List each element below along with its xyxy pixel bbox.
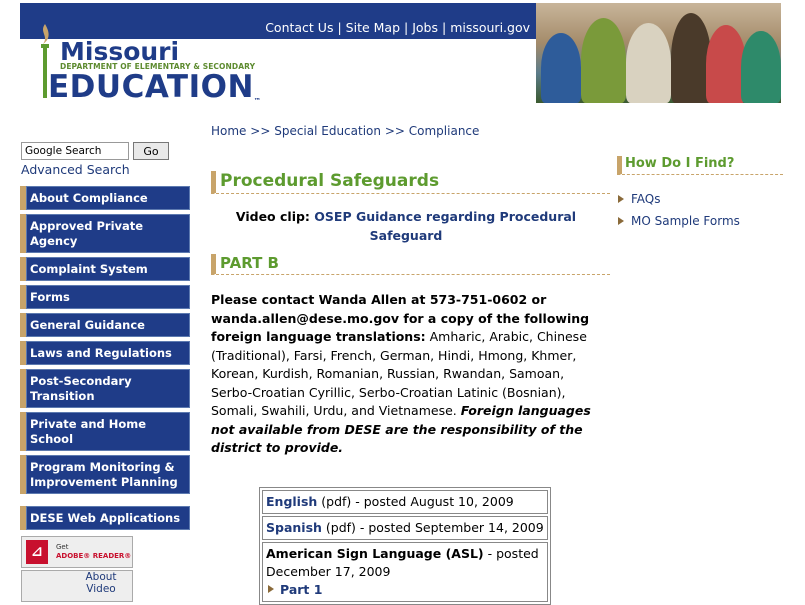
search-form	[21, 142, 159, 160]
nav-private-home-school[interactable]: Private and Home School	[20, 412, 190, 451]
header-separator: |	[337, 20, 342, 35]
adobe-reader-icon: ⊿	[26, 540, 48, 564]
breadcrumb-special-education[interactable]: Special Education	[274, 124, 381, 138]
advanced-search-link[interactable]: Advanced Search	[21, 162, 130, 177]
logo-education-word: EDUCATION	[48, 69, 254, 105]
table-row	[262, 516, 548, 540]
logo-dept-text: DEPARTMENT OF ELEMENTARY & SECONDARY	[60, 62, 256, 71]
go-button[interactable]: Go	[133, 142, 169, 160]
contact-us-link[interactable]: Contact Us	[265, 20, 334, 35]
get-adobe-reader-button[interactable]	[21, 536, 133, 568]
student-figure	[581, 18, 626, 103]
student-figure	[671, 13, 711, 103]
search-input[interactable]	[21, 142, 129, 160]
jobs-link[interactable]: Jobs	[412, 20, 438, 35]
dese-logo[interactable]	[20, 22, 280, 107]
students-photo	[536, 3, 781, 103]
contact-bold-text: Please contact Wanda Allen at 573-751-0602 or wanda.allen@dese.mo.gov for a copy of the following foreign language translations:	[211, 292, 590, 344]
translations-table	[259, 487, 551, 605]
video-clip-line	[211, 207, 601, 245]
english-pdf-link[interactable]	[266, 494, 317, 509]
nav-post-secondary-transition[interactable]: Post-Secondary Transition	[20, 369, 190, 408]
student-figure	[626, 23, 671, 103]
english-link-text: English	[266, 494, 318, 509]
missouri-gov-link[interactable]: missouri.gov	[450, 20, 530, 35]
logo-missouri-text: Missouri	[60, 37, 180, 66]
site-map-link[interactable]: Site Map	[345, 20, 401, 35]
table-row	[262, 490, 548, 514]
part-b-heading: PART B	[211, 254, 610, 275]
english-posted-text: (pdf) - posted August 10, 2009	[317, 494, 514, 509]
student-figure	[741, 31, 781, 103]
breadcrumb-separator: >>	[250, 124, 271, 138]
spanish-link-text: Spanish	[266, 520, 322, 535]
asl-part1-link[interactable]: Part 1	[266, 581, 544, 599]
nav-forms[interactable]: Forms	[20, 285, 190, 309]
nav-program-monitoring[interactable]: Program Monitoring & Improvement Planning	[20, 455, 190, 494]
how-do-i-find-heading: How Do I Find?	[617, 156, 783, 175]
nav-complaint-system[interactable]: Complaint System	[20, 257, 190, 281]
osep-guidance-link[interactable]: OSEP Guidance regarding Procedural Safeguard	[314, 209, 577, 243]
header-links	[265, 20, 530, 35]
faqs-link[interactable]: FAQs	[618, 192, 661, 206]
sidebar-nav	[20, 186, 190, 534]
adobe-reader-text: ADOBE® READER®	[56, 552, 132, 560]
nav-general-guidance[interactable]: General Guidance	[20, 313, 190, 337]
breadcrumb	[211, 124, 479, 138]
header-separator: |	[404, 20, 409, 35]
nav-dese-web-applications[interactable]: DESE Web Applications	[20, 506, 190, 530]
logo-education-text	[48, 69, 261, 105]
adobe-get-text: Get	[56, 543, 69, 551]
breadcrumb-home[interactable]: Home	[211, 124, 247, 138]
header-separator: |	[441, 20, 447, 35]
spanish-pdf-link[interactable]	[266, 520, 322, 535]
nav-approved-private-agency[interactable]: Approved Private Agency	[20, 214, 190, 253]
languages-text: Amharic, Arabic, Chinese (Traditional), Farsi, French, German, Hindi, Hmong, Khmer, Korean, Kurdish, Romanian, Russian, Rwandan, Samoan, Serbo-Croatian Cyrillic, Serbo-Croatian Latinic (Bosnian), Somali, Swahili, Urdu, and Vietnamese.	[211, 329, 587, 418]
site-header	[0, 0, 805, 112]
asl-label: American Sign Language (ASL)	[266, 546, 484, 561]
nav-laws-regulations[interactable]: Laws and Regulations	[20, 341, 190, 365]
table-row	[262, 542, 548, 602]
about-video-text: About Video	[85, 571, 117, 595]
breadcrumb-compliance[interactable]: Compliance	[408, 124, 480, 138]
logo-trademark: ™	[253, 97, 262, 105]
breadcrumb-separator: >>	[384, 124, 405, 138]
page-title: Procedural Safeguards	[211, 171, 610, 194]
about-video-button[interactable]	[21, 570, 133, 602]
foreign-note-text: Foreign languages not available from DESE are the responsibility of the district to provide.	[211, 403, 591, 455]
asl-posted-text: - posted December 17, 2009	[266, 546, 539, 579]
mo-sample-forms-link[interactable]: MO Sample Forms	[618, 214, 740, 228]
spanish-posted-text: (pdf) - posted September 14, 2009	[321, 520, 544, 535]
nav-about-compliance[interactable]: About Compliance	[20, 186, 190, 210]
student-figure	[706, 25, 746, 103]
student-figure	[541, 33, 581, 103]
video-clip-label: Video clip:	[235, 209, 310, 224]
contact-paragraph	[211, 291, 596, 458]
